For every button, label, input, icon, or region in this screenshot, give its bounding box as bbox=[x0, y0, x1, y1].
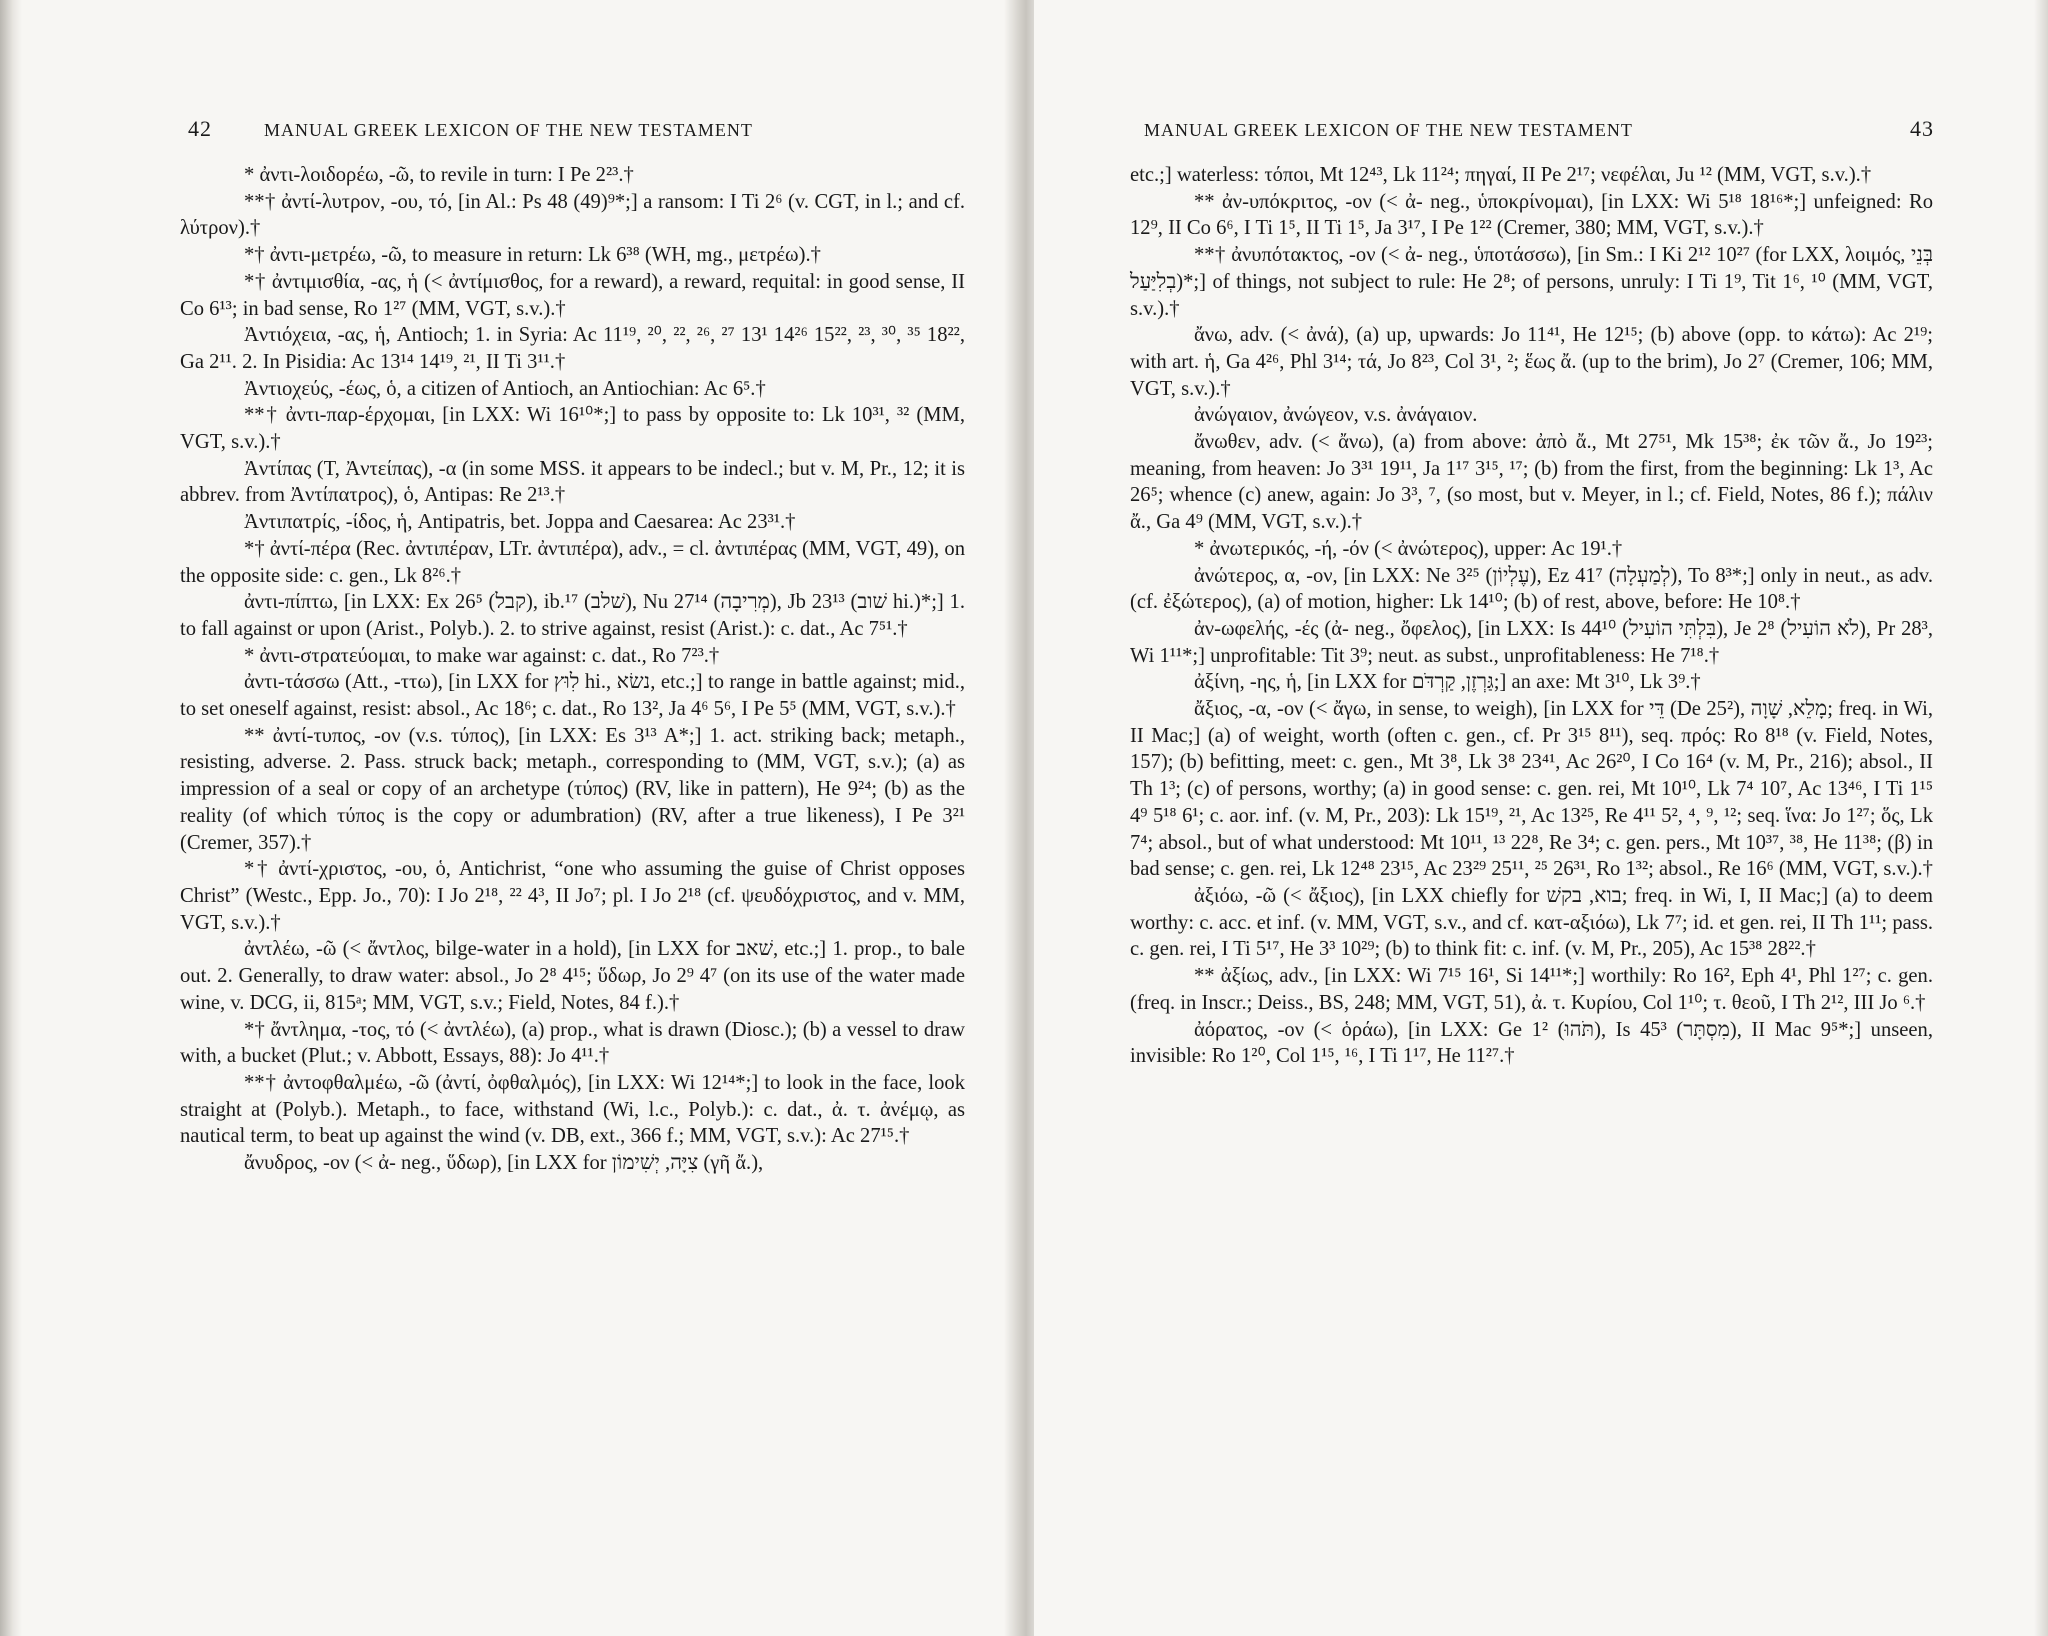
lexicon-entry-continued: etc.;] waterless: τόποι, Mt 12⁴³, Lk 11²⁴; πηγαί, II Pe 2¹⁷; νεφέλαι, Ju ¹² (MM, VGT, s.v.).† bbox=[1130, 164, 1872, 186]
lexicon-entry: ** ἀν-υπόκριτος, -ον (< ἀ- neg., ὑποκρίνομαι), [in LXX: Wi 5¹⁸ 18¹⁶*;] unfeigned: Ro 12⁹, II Co 6⁶, I Ti 1⁵, II Ti 1⁵, Ja 3¹⁷, I Pe 1²² (Cremer, 380; MM, VGT, s.v.).† bbox=[1130, 190, 1933, 240]
lexicon-entry: Ἀντιπατρίς, -ίδος, ἡ, Antipatris, bet. Joppa and Caesarea: Ac 23³¹.† bbox=[244, 511, 796, 534]
lexicon-entry: ἀξίνη, -ης, ἡ, [in LXX for גַּרְזֶן, קַרְדֹּם;] an axe: Mt 3¹⁰, Lk 3⁹.† bbox=[1194, 671, 1701, 694]
lexicon-entry: **† ἀντί-λυτρον, -ου, τό, [in Al.: Ps 48 (49)⁹*;] a ransom: I Ti 2⁶ (v. CGT, in l.; and cf. λύτρον).† bbox=[180, 190, 965, 240]
lexicon-entry: ἀντλέω, -ῶ (< ἄντλος, bilge-water in a hold), [in LXX for שׁאב, etc.;] 1. prop., to bale out. 2. Generally, to draw water: absol., Jo 2⁸ 4¹⁵; ὕδωρ, Jo 2⁹ 4⁷ (on its use of the water made wine, v. DCG, ii, 815ᵃ; MM, VGT, s.v.; Field, Notes, 84 f.).† bbox=[180, 938, 966, 1014]
lexicon-entry: * ἀνωτερικός, -ή, -όν (< ἀνώτερος), upper: Ac 19¹.† bbox=[1194, 537, 1623, 560]
running-title: MANUAL GREEK LEXICON OF THE NEW TESTAMENT bbox=[264, 120, 753, 140]
lexicon-entry: ἄνω, adv. (< ἀνά), (a) up, upwards: Jo 11⁴¹, He 12¹⁵; (b) above (opp. to κάτω): Ac 2¹⁹; with art. ἡ, Ga 4²⁶, Phl 3¹⁴; τά, Jo 8²³, Col 3¹, ²; ἕως ἄ. (up to the brim), Jo 2⁷ (Cremer, 106; MM, VGT, s.v.).† bbox=[1130, 324, 1933, 400]
lexicon-entry: Ἀντιοχεύς, -έως, ὁ, a citizen of Antioch, an Antiochian: Ac 6⁵.† bbox=[244, 377, 766, 400]
lexicon-entry: ** ἀντί-τυπος, -ον (v.s. τύπος), [in LXX: Es 3¹³ A*;] 1. act. striking back; metaph., resisting, adverse. 2. Pass. struck back; metaph., corresponding to (MM, VGT, s.v.); (a) as impression of a seal or copy of an archetype (τύπος) (RV, like in pattern), He 9²⁴; (b) as the reality (of which τύπος is the copy or adumbration) (RV, after a true likeness), I Pe 3²¹ (Cremer, 357).† bbox=[180, 724, 965, 854]
lexicon-entry: *† ἀντιμισθία, -ας, ἡ (< ἀντίμισθος, for a reward), a reward, requital: in good sense, II Co 6¹³; in bad sense, Ro 1²⁷ (MM, VGT, s.v.).† bbox=[180, 270, 965, 320]
lexicon-entry: ἀντι-τάσσω (Att., -ττω), [in LXX for לִוּץ hi., נשׂא, etc.;] to range in battle against; mid., to set oneself against, resist: absol., Ac 18⁶; c. dat., Ro 13², Ja 4⁶ 5⁶, I Pe 5⁵ (MM, VGT, s.v.).† bbox=[180, 671, 965, 721]
lexicon-entry: **† ἀντοφθαλμέω, -ῶ (ἀντί, ὀφθαλμός), [in LXX: Wi 12¹⁴*;] to look in the face, look straight at (Polyb.). Metaph., to face, withstand (Wi, l.c., Polyb.): c. dat., ἀ. τ. ἀνέμῳ, as nautical term, to beat up against the wind (v. DB, ext., 366 f.; MM, VGT, s.v.): Ac 27¹⁵.† bbox=[180, 1071, 965, 1148]
lexicon-body-right bbox=[1130, 162, 1933, 1070]
page-number: 43 bbox=[1910, 116, 1934, 141]
lexicon-entry: ἀξιόω, -ῶ (< ἄξιος), [in LXX chiefly for בוא, בקשׁ; freq. in Wi, I, II Mac;] (a) to deem worthy: c. acc. et inf. (v. MM, VGT, s.v., and cf. κατ-αξιόω), Lk 7⁷; id. et gen. rei, II Th 1¹¹; pass. c. gen. rei, I Ti 5¹⁷, He 3³ 10²⁹; (b) to think fit: c. inf. (v. M, Pr., 205), Ac 15³⁸ 28²².† bbox=[1130, 884, 1933, 961]
lexicon-body-left bbox=[180, 162, 965, 1177]
left-page bbox=[0, 0, 1014, 1636]
page-number: 42 bbox=[188, 116, 212, 141]
lexicon-entry: *† ἄντλημα, -τος, τό (< ἀντλέω), (a) prop., what is drawn (Diosc.); (b) a vessel to draw with, a bucket (Plut.; v. Abbott, Essays, 88): Jo 4¹¹.† bbox=[180, 1018, 965, 1068]
lexicon-entry: ἀνώγαιον, ἀνώγεον, v.s. ἀνάγαιον. bbox=[1194, 404, 1478, 427]
lexicon-entry: ** ἀξίως, adv., [in LXX: Wi 7¹⁵ 16¹, Si 14¹¹*;] worthily: Ro 16², Eph 4¹, Phl 1²⁷; c. gen. (freq. in Inscr.; Deiss., BS, 248; MM, VGT, 51), ἀ. τ. Κυρίου, Col 1¹⁰; τ. θεοῦ, I Th 2¹², III Jo ⁶.† bbox=[1130, 965, 1933, 1014]
lexicon-entry: ἀντι-πίπτω, [in LXX: Ex 26⁵ (קבל), ib.¹⁷ (שׁלב), Nu 27¹⁴ (מְרִיבָה), Jb 23¹³ (שׁוב hi.)*;] 1. to fall against or upon (Arist., Polyb.). 2. to strive against, resist (Arist.): c. dat., Ac 7⁵¹.† bbox=[180, 591, 965, 640]
lexicon-entry: ἄξιος, -α, -ον (< ἄγω, in sense, to weigh), [in LXX for דֵּי (De 25²), מָלֵא, שָׁוָה; freq. in Wi, II Mac;] (a) of weight, worth (often c. gen., cf. Pr 3¹⁵ 8¹¹), seq. πρός: Ro 8¹⁸ (v. Field, Notes, 157); (b) befitting, meet: c. gen., Mt 3⁸, Lk 3⁸ 23⁴¹, Ac 26²⁰, I Co 16⁴ (v. M, Pr., 216); absol., II Th 1³; (c) of persons, worthy; (a) in good sense: c. gen. rei, Mt 10¹⁰, Lk 7⁴ 10⁷, Ac 13⁴⁶, I Ti 1¹⁵ 4⁹ 5¹⁸ 6¹; c. aor. inf. (v. M, Pr., 203): Lk 15¹⁹, ²¹, Ac 13²⁵, Re 4¹¹ 5², ⁴, ⁹, ¹²; seq. ἵνα: Jo 1²⁷; ὅς, Lk 7⁴; absol., but of what understood: Mt 10¹¹, ¹³ 22⁸, Re 3⁴; c. gen. pers., Mt 10³⁷, ³⁸, He 11³⁸; (β) in bad sense; c. gen. rei, Lk 12⁴⁸ 23¹⁵, Ac 23²⁹ 25¹¹, ²⁵ 26³¹, Ro 1³²; absol., Re 16⁶ (MM, VGT, s.v.).† bbox=[1130, 698, 1933, 881]
lexicon-entry: ἀόρατος, -ον (< ὁράω), [in LXX: Ge 1² (תֹּהוּ), Is 45³ (מִסְתָּר), II Mac 9⁵*;] unseen, invisible: Ro 1²⁰, Col 1¹⁵, ¹⁶, I Ti 1¹⁷, He 11²⁷.† bbox=[1130, 1018, 1933, 1068]
lexicon-entry: Ἀντιόχεια, -ας, ἡ, Antioch; 1. in Syria: Ac 11¹⁹, ²⁰, ²², ²⁶, ²⁷ 13¹ 14²⁶ 15²², ²³, ³⁰, ³⁵ 18²², Ga 2¹¹. 2. In Pisidia: Ac 13¹⁴ 14¹⁹, ²¹, II Ti 3¹¹.† bbox=[180, 324, 965, 373]
lexicon-entry: Ἀντίπας (T, Ἀντείπας), -α (in some MSS. it appears to be indecl.; but v. M, Pr., 12; it is abbrev. from Ἀντίπατρος), ὁ, Antipas: Re 2¹³.† bbox=[180, 457, 965, 507]
right-page bbox=[1034, 0, 2048, 1636]
lexicon-entry: ἀνώτερος, α, -ον, [in LXX: Ne 3²⁵ (עֶלְיוֹן), Ez 41⁷ (לְמַעְלָה), To 8³*;] only in neut., as adv. (cf. ἐξώτερος), (a) of motion, higher: Lk 14¹⁰; (b) of rest, above, before: He 10⁸.† bbox=[1130, 564, 1934, 614]
lexicon-entry: ἄνυδρος, -ον (< ἀ- neg., ὕδωρ), [in LXX for צִיָּה, יְשִׁימוֹן (γῆ ἄ.), bbox=[244, 1152, 764, 1175]
running-title: MANUAL GREEK LEXICON OF THE NEW TESTAMENT bbox=[1144, 120, 1633, 140]
page-edge-shadow bbox=[0, 0, 22, 1636]
lexicon-entry: *† ἀντί-πέρα (Rec. ἀντιπέραν, LTr. ἀντιπέρα), adv., = cl. ἀντιπέρας (MM, VGT, 49), on the opposite side: c. gen., Lk 8²⁶.† bbox=[180, 537, 965, 587]
lexicon-entry: ἄνωθεν, adv. (< ἄνω), (a) from above: ἀπὸ ἄ., Mt 27⁵¹, Mk 15³⁸; ἐκ τῶν ἄ., Jo 19²³; meaning, from heaven: Jo 3³¹ 19¹¹, Ja 1¹⁷ 3¹⁵, ¹⁷; (b) from the first, from the beginning: Lk 1³, Ac 26⁵; whence (c) anew, again: Jo 3³, ⁷, (so most, but v. Meyer, in l.; cf. Field, Notes, 86 f.); πάλιν ἄ., Ga 4⁹ (MM, VGT, s.v.).† bbox=[1130, 431, 1933, 534]
lexicon-entry: **† ἀνυπότακτος, -ον (< ἀ- neg., ὑποτάσσω), [in Sm.: I Ki 2¹² 10²⁷ (for LXX, λοιμός, בְּנֵי בְלִיַּעַל)*;] of things, not subject to rule: He 2⁸; of persons, unruly: I Ti 1⁹, Tit 1⁶, ¹⁰ (MM, VGT, s.v.).† bbox=[1130, 244, 1933, 320]
lexicon-entry: ἀν-ωφελής, -ές (ἀ- neg., ὄφελος), [in LXX: Is 44¹⁰ (בִּלְתִּי הוֹעִיל), Je 2⁸ (לֹא הוֹעִיל), Pr 28³, Wi 1¹¹*;] unprofitable: Tit 3⁹; neut. as subst., unprofitableness: He 7¹⁸.† bbox=[1130, 617, 1933, 667]
lexicon-entry: * ἀντι-λοιδορέω, -ῶ, to revile in turn: I Pe 2²³.† bbox=[244, 164, 634, 186]
lexicon-entry: *† ἀντί-χριστος, -ου, ὁ, Antichrist, “one who assuming the guise of Christ opposes Christ” (Westc., Epp. Jo., 70): I Jo 2¹⁸, ²² 4³, II Jo⁷; pl. I Jo 2¹⁸ (cf. ψευδόχριστος, and v. MM, VGT, s.v.).† bbox=[180, 858, 965, 934]
lexicon-entry: **† ἀντι-παρ-έρχομαι, [in LXX: Wi 16¹⁰*;] to pass by opposite to: Lk 10³¹, ³² (MM, VGT, s.v.).† bbox=[180, 404, 965, 454]
lexicon-entry: *† ἀντι-μετρέω, -ῶ, to measure in return: Lk 6³⁸ (WH, mg., μετρέω).† bbox=[244, 244, 821, 267]
lexicon-entry: * ἀντι-στρατεύομαι, to make war against: c. dat., Ro 7²³.† bbox=[244, 644, 720, 667]
page-edge-shadow bbox=[2034, 0, 2048, 1636]
